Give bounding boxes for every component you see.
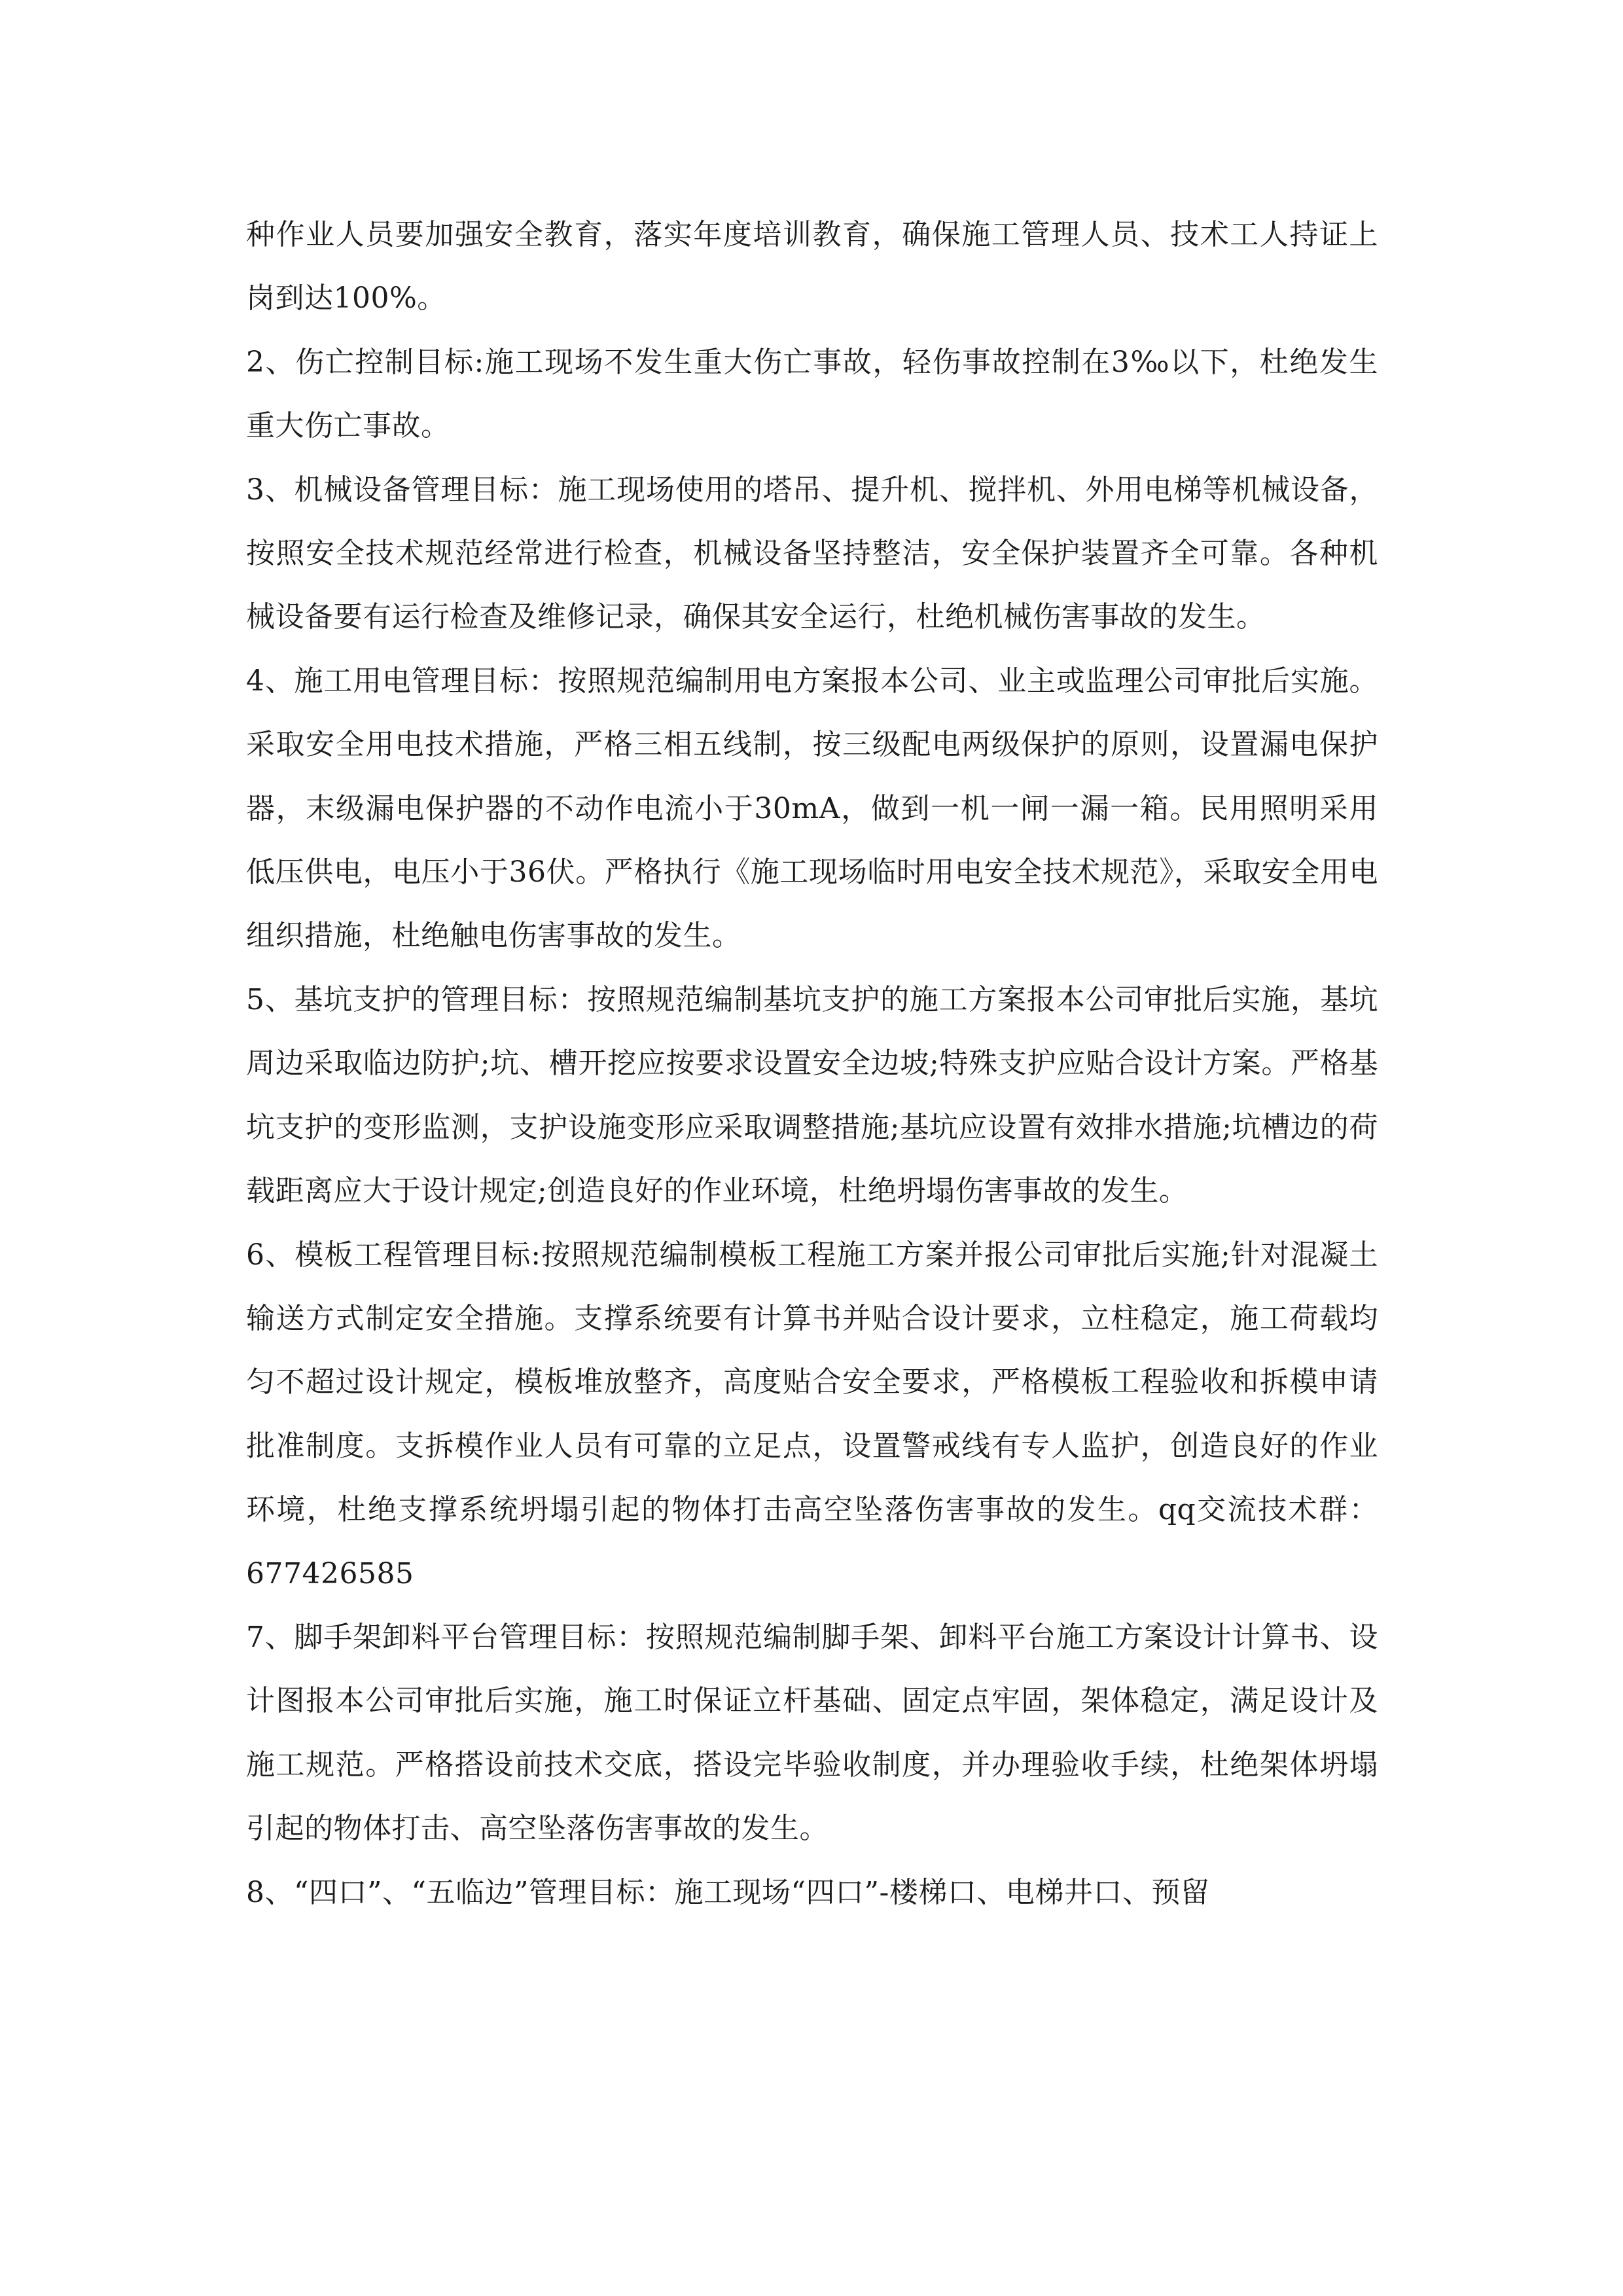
paragraph-machinery-management: 3、机械设备管理目标：施工现场使用的塔吊、提升机、搅拌机、外用电梯等机械设备，按照安全技术规范经常进行检查，机械设备坚持整洁，安全保护装置齐全可靠。各种机械设备要有运行检查及维修记录，确保其安全运行，杜绝机械伤害事故的发生。 <box>246 473 1378 634</box>
paragraph-casualty-control: 2、伤亡控制目标:施工现场不发生重大伤亡事故，轻伤事故控制在3‰以下，杜绝发生重大伤亡事故。 <box>246 345 1378 443</box>
paragraph-electricity-management: 4、施工用电管理目标：按照规范编制用电方案报本公司、业主或监理公司审批后实施。采取安全用电技术措施，严格三相五线制，按三级配电两级保护的原则，设置漏电保护器，末级漏电保护器的不动作电流小于30mA，做到一机一闸一漏一箱。民用照明采用低压供电，电压小于36伏。严格执行《施工现场临时用电安全技术规范》，采取安全用电组织措施，杜绝触电伤害事故的发生。 <box>246 664 1378 953</box>
paragraph-foundation-pit-support: 5、基坑支护的管理目标：按照规范编制基坑支护的施工方案报本公司审批后实施，基坑周边采取临边防护;坑、槽开挖应按要求设置安全边坡;特殊支护应贴合设计方案。严格基坑支护的变形监测，支护设施变形应采取调整措施;基坑应设置有效排水措施;坑槽边的荷载距离应大于设计规定;创造良好的作业环境，杜绝坍塌伤害事故的发生。 <box>246 982 1378 1208</box>
document-body <box>246 203 1378 1924</box>
paragraph-formwork-management: 6、模板工程管理目标:按照规范编制模板工程施工方案并报公司审批后实施;针对混凝土输送方式制定安全措施。支撑系统要有计算书并贴合设计要求，立柱稳定，施工荷载均匀不超过设计规定，模板堆放整齐，高度贴合安全要求，严格模板工程验收和拆模申请批准制度。支拆模作业人员有可靠的立足点，设置警戒线有专人监护，创造良好的作业环境，杜绝支撑系统坍塌引起的物体打击高空坠落伤害事故的发生。qq交流技术群：677426585 <box>246 1238 1378 1590</box>
paragraph-scaffold-platform: 7、脚手架卸料平台管理目标：按照规范编制脚手架、卸料平台施工方案设计计算书、设计图报本公司审批后实施，施工时保证立杆基础、固定点牢固，架体稳定，满足设计及施工规范。严格搭设前技术交底，搭设完毕验收制度，并办理验收手续，杜绝架体坍塌引起的物体打击、高空坠落伤害事故的发生。 <box>246 1620 1378 1846</box>
paragraph-four-openings: 8、“四口”、“五临边”管理目标：施工现场“四口”-楼梯口、电梯井口、预留 <box>246 1875 1210 1909</box>
paragraph-personnel-training: 种作业人员要加强安全教育，落实年度培训教育，确保施工管理人员、技术工人持证上岗到达100%。 <box>246 218 1378 315</box>
